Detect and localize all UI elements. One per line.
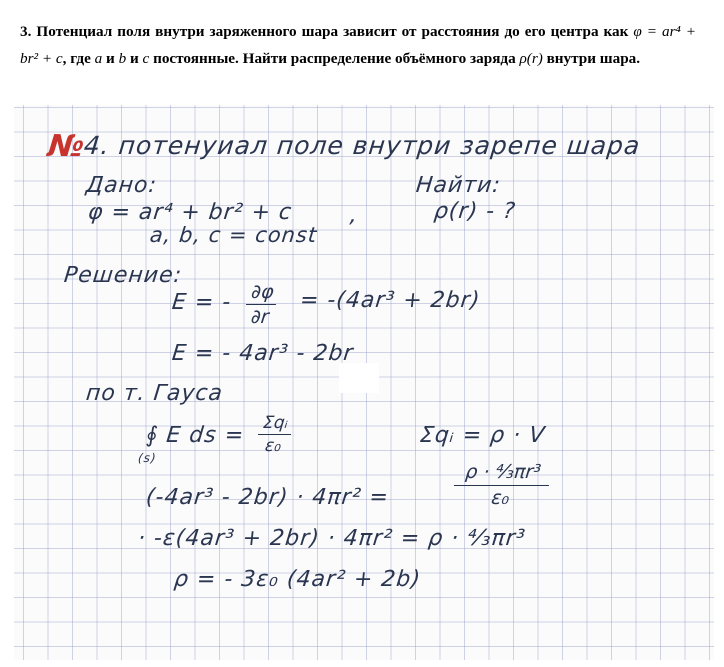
- problem-text-2: , где: [62, 50, 91, 67]
- field-equation-lhs: E = -: [170, 290, 233, 315]
- conjunction-and-2: и: [129, 50, 139, 67]
- problem-text-4: внутри шара.: [546, 50, 641, 67]
- field-derivative-fraction: [244, 281, 279, 328]
- balance-numerator: ρ · ⁴⁄₃πr³: [454, 461, 552, 486]
- problem-text-1: Потенциал поля внутри заряженного шара зависит от расстояния до его центра как: [36, 23, 629, 40]
- gauss-denominator: ε₀: [264, 436, 283, 456]
- balance-denominator: ε₀: [490, 487, 511, 509]
- charge-density-result: ρ = - 3ε₀ (4ar² + 2b): [172, 567, 423, 592]
- solution-heading: 4. потенуиал поле внутри зарепе шара: [82, 131, 642, 160]
- gauss-fraction: [256, 413, 293, 456]
- gauss-integral: ∮ E ds =: [144, 423, 246, 448]
- handwritten-solution-sheet: [14, 105, 714, 660]
- balance-equation-lhs: (-4ar³ - 2br) · 4πr² =: [144, 485, 391, 510]
- derivative-denominator: ∂r: [249, 306, 270, 328]
- gauss-theorem-label: по т. Гауса: [84, 381, 225, 406]
- balance-fraction: [451, 461, 551, 509]
- total-charge-equation: Σqᵢ = ρ · V: [418, 423, 547, 448]
- find-equation: ρ(r) - ?: [432, 199, 518, 224]
- find-label: Найти:: [414, 173, 503, 198]
- constant-a: a: [94, 50, 103, 67]
- problem-text-3: постоянные. Найти распределение объёмного заряда: [153, 50, 516, 67]
- given-potential-equation: φ = ar⁴ + br² + c: [86, 200, 294, 225]
- simplified-equation: · -ε(4ar³ + 2br) · 4πr² = ρ · ⁴⁄₃πr³: [136, 526, 527, 551]
- field-equation-expanded: E = - 4ar³ - 2br: [170, 341, 355, 366]
- paper-highlight: [339, 363, 379, 393]
- field-equation-rhs: = -(4ar³ + 2br): [298, 288, 482, 313]
- solution-label: Решение:: [62, 263, 184, 288]
- given-label: Дано:: [84, 173, 159, 198]
- conjunction-and-1: и: [106, 50, 115, 67]
- derivative-numerator: ∂φ: [246, 281, 279, 305]
- gauss-numerator: Σqᵢ: [258, 413, 293, 435]
- potential-formula: φ = ar⁴ + br² + c: [20, 23, 697, 67]
- problem-statement: [20, 18, 696, 72]
- constant-c: c: [142, 50, 150, 67]
- problem-number: 3.: [20, 23, 32, 40]
- gauss-surface-subscript: (s): [137, 451, 158, 465]
- given-constants: a, b, c = const: [148, 223, 319, 247]
- charge-density-symbol: ρ(r): [519, 50, 543, 67]
- constant-b: b: [118, 50, 127, 67]
- problem-number-mark: №: [46, 129, 86, 164]
- given-comma: ,: [348, 203, 360, 228]
